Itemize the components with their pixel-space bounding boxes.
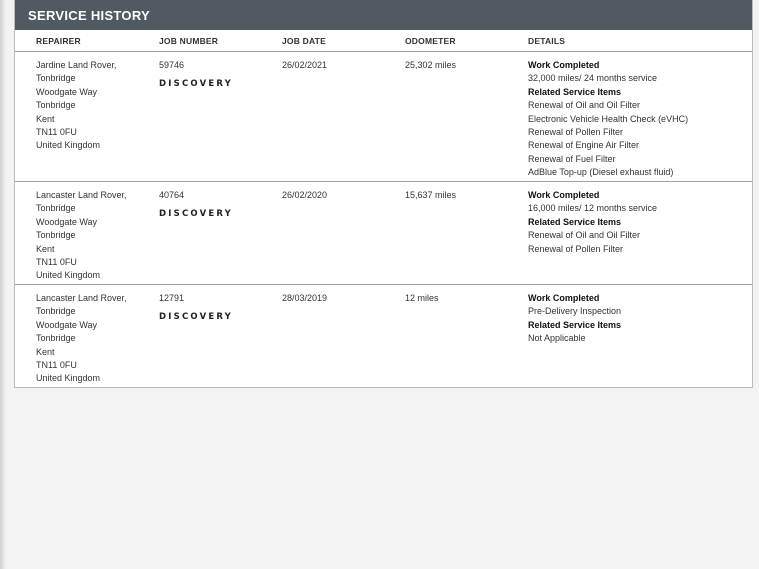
job-number: 40764: [159, 190, 185, 200]
repairer-line: Tonbridge: [36, 306, 76, 317]
odometer-cell: [405, 189, 528, 202]
repairer-line: United Kingdom: [36, 270, 101, 281]
repairer-line: Woodgate Way: [36, 319, 98, 330]
repairer-line: Tonbridge: [36, 333, 76, 344]
job-number: 12791: [159, 293, 185, 303]
col-header-repairer: REPAIRER: [36, 35, 81, 46]
details-cell: [528, 59, 752, 180]
repairer-line: TN11 0FU: [36, 360, 77, 371]
repairer-line: Woodgate Way: [36, 216, 98, 227]
work-completed-label: Work Completed: [528, 60, 600, 70]
repairer-line: Lancaster Land Rover,: [36, 293, 127, 303]
odometer-value: 25,302 miles: [405, 60, 457, 70]
col-header-job-date: JOB DATE: [282, 35, 326, 46]
related-items-label: Related Service Items: [528, 216, 622, 227]
related-item: Renewal of Oil and Oil Filter: [528, 100, 641, 111]
odometer-value: 15,637 miles: [405, 190, 457, 200]
repairer-line: United Kingdom: [36, 140, 101, 151]
repairer-line: TN11 0FU: [36, 257, 77, 268]
table-row: [15, 52, 752, 182]
job-date: 26/02/2021: [282, 60, 328, 70]
details-cell: [528, 292, 752, 346]
repairer-line: Kent: [36, 243, 55, 254]
work-completed-item: 16,000 miles/ 12 months service: [528, 203, 658, 214]
job-number-cell: [159, 292, 282, 325]
details-cell: [528, 189, 752, 256]
odometer-value: 12 miles: [405, 293, 439, 303]
repairer-line: Tonbridge: [36, 203, 76, 214]
job-date-cell: [282, 59, 405, 72]
table-row: [15, 285, 752, 387]
repairer-cell: [15, 292, 159, 386]
col-header-job-number: JOB NUMBER: [159, 35, 219, 46]
odometer-cell: [405, 59, 528, 72]
repairer-cell: [15, 189, 159, 283]
repairer-line: Tonbridge: [36, 230, 76, 241]
related-item: Not Applicable: [528, 333, 586, 344]
work-completed-item: 32,000 miles/ 24 months service: [528, 73, 658, 84]
col-header-odometer: ODOMETER: [405, 35, 456, 46]
related-item: Renewal of Oil and Oil Filter: [528, 230, 641, 241]
job-date-cell: [282, 292, 405, 305]
page-edge-shadow: [0, 0, 6, 569]
job-number-cell: [159, 189, 282, 222]
repairer-line: Kent: [36, 346, 55, 357]
service-history-panel: [14, 0, 753, 388]
job-number: 59746: [159, 60, 185, 70]
discovery-logo: DISCOVERY: [159, 209, 233, 220]
panel-title: SERVICE HISTORY: [28, 7, 151, 23]
panel-header: [15, 0, 752, 30]
work-completed-item: Pre-Delivery Inspection: [528, 306, 622, 317]
repairer-line: Kent: [36, 113, 55, 124]
job-date: 28/03/2019: [282, 293, 328, 303]
repairer-line: TN11 0FU: [36, 127, 77, 138]
related-item: Renewal of Engine Air Filter: [528, 140, 640, 151]
discovery-logo: DISCOVERY: [159, 312, 233, 323]
related-item: Renewal of Pollen Filter: [528, 127, 624, 138]
related-item: Renewal of Pollen Filter: [528, 243, 624, 254]
odometer-cell: [405, 292, 528, 305]
table-row: [15, 182, 752, 285]
repairer-cell: [15, 59, 159, 153]
repairer-line: Lancaster Land Rover,: [36, 190, 127, 200]
repairer-line: United Kingdom: [36, 373, 101, 384]
job-date: 26/02/2020: [282, 190, 328, 200]
work-completed-label: Work Completed: [528, 190, 600, 200]
related-item: Electronic Vehicle Health Check (eVHC): [528, 113, 689, 124]
table-header: [15, 30, 752, 52]
repairer-line: Tonbridge: [36, 100, 76, 111]
related-item: Renewal of Fuel Filter: [528, 153, 616, 164]
work-completed-label: Work Completed: [528, 293, 600, 303]
job-number-cell: [159, 59, 282, 92]
repairer-line: Jardine Land Rover,: [36, 60, 117, 70]
discovery-logo: DISCOVERY: [159, 79, 233, 90]
related-items-label: Related Service Items: [528, 319, 622, 330]
related-items-label: Related Service Items: [528, 86, 622, 97]
col-header-details: DETAILS: [528, 35, 566, 46]
repairer-line: Tonbridge: [36, 73, 76, 84]
repairer-line: Woodgate Way: [36, 86, 98, 97]
related-item: AdBlue Top-up (Diesel exhaust fluid): [528, 167, 674, 178]
job-date-cell: [282, 189, 405, 202]
